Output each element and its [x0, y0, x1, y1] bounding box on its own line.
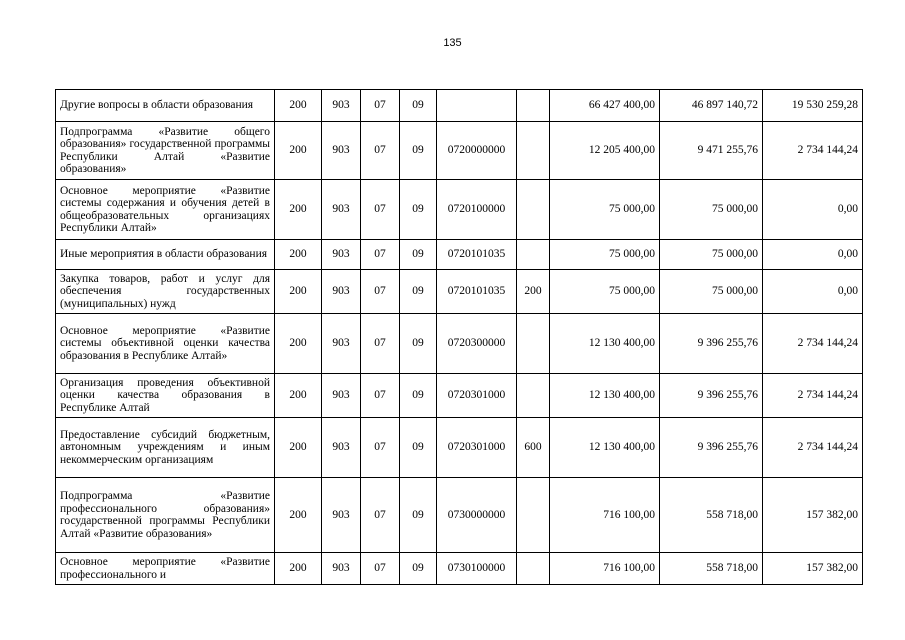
grbs-code-cell: 200: [275, 122, 322, 180]
remaining-amount-cell: 2 734 144,24: [763, 122, 863, 180]
subsection-code-cell: 09: [400, 478, 437, 553]
planned-amount-cell: 12 130 400,00: [550, 418, 660, 478]
table-row: [56, 240, 863, 270]
department-code-cell: 903: [322, 90, 361, 122]
executed-amount-cell: 75 000,00: [660, 270, 763, 314]
department-code-cell: 903: [322, 478, 361, 553]
remaining-amount-cell: 2 734 144,24: [763, 314, 863, 374]
executed-amount-cell: 9 396 255,76: [660, 418, 763, 478]
table-row: [56, 374, 863, 418]
planned-amount-cell: 12 130 400,00: [550, 314, 660, 374]
remaining-amount-cell: 157 382,00: [763, 553, 863, 585]
row-name-cell: Основное мероприятие «Развитие профессионального и: [56, 553, 275, 585]
row-name-cell: Подпрограмма «Развитие общего образования» государственной программы Республики Алтай «Развитие образования»: [56, 122, 275, 180]
remaining-amount-cell: 19 530 259,28: [763, 90, 863, 122]
executed-amount-cell: 75 000,00: [660, 240, 763, 270]
table-row: [56, 553, 863, 585]
remaining-amount-cell: 0,00: [763, 270, 863, 314]
subsection-code-cell: 09: [400, 418, 437, 478]
subsection-code-cell: 09: [400, 270, 437, 314]
remaining-amount-cell: 0,00: [763, 180, 863, 240]
expense-type-code-cell: [517, 314, 550, 374]
target-article-code-cell: 0720301000: [437, 374, 517, 418]
table-row: [56, 90, 863, 122]
remaining-amount-cell: 2 734 144,24: [763, 374, 863, 418]
department-code-cell: 903: [322, 553, 361, 585]
table-row: [56, 418, 863, 478]
section-code-cell: 07: [361, 553, 400, 585]
section-code-cell: 07: [361, 240, 400, 270]
row-name-cell: Предоставление субсидий бюджетным, автономным учреждениям и иным некоммерческим организациям: [56, 418, 275, 478]
expense-type-code-cell: [517, 180, 550, 240]
executed-amount-cell: 46 897 140,72: [660, 90, 763, 122]
section-code-cell: 07: [361, 314, 400, 374]
grbs-code-cell: 200: [275, 553, 322, 585]
row-name-cell: Подпрограмма «Развитие профессионального образования» государственной программы Республики Алтай «Развитие образования»: [56, 478, 275, 553]
planned-amount-cell: 75 000,00: [550, 180, 660, 240]
planned-amount-cell: 75 000,00: [550, 270, 660, 314]
executed-amount-cell: 75 000,00: [660, 180, 763, 240]
row-name-cell: Основное мероприятие «Развитие системы объективной оценки качества образования в Республике Алтай»: [56, 314, 275, 374]
planned-amount-cell: 75 000,00: [550, 240, 660, 270]
subsection-code-cell: 09: [400, 122, 437, 180]
table-row: [56, 270, 863, 314]
target-article-code-cell: 0720300000: [437, 314, 517, 374]
remaining-amount-cell: 2 734 144,24: [763, 418, 863, 478]
section-code-cell: 07: [361, 180, 400, 240]
page-number: 135: [443, 37, 462, 49]
expense-type-code-cell: [517, 90, 550, 122]
expense-type-code-cell: [517, 240, 550, 270]
target-article-code-cell: 0720101035: [437, 240, 517, 270]
planned-amount-cell: 716 100,00: [550, 478, 660, 553]
expense-type-code-cell: 200: [517, 270, 550, 314]
department-code-cell: 903: [322, 122, 361, 180]
remaining-amount-cell: 157 382,00: [763, 478, 863, 553]
executed-amount-cell: 558 718,00: [660, 478, 763, 553]
row-name-cell: Организация проведения объективной оценки качества образования в Республике Алтай: [56, 374, 275, 418]
subsection-code-cell: 09: [400, 90, 437, 122]
target-article-code-cell: 0730100000: [437, 553, 517, 585]
table-body: [56, 90, 863, 585]
grbs-code-cell: 200: [275, 180, 322, 240]
table-row: [56, 478, 863, 553]
grbs-code-cell: 200: [275, 418, 322, 478]
target-article-code-cell: 0720000000: [437, 122, 517, 180]
executed-amount-cell: 9 396 255,76: [660, 374, 763, 418]
expense-type-code-cell: [517, 374, 550, 418]
subsection-code-cell: 09: [400, 374, 437, 418]
section-code-cell: 07: [361, 418, 400, 478]
grbs-code-cell: 200: [275, 374, 322, 418]
grbs-code-cell: 200: [275, 240, 322, 270]
grbs-code-cell: 200: [275, 478, 322, 553]
executed-amount-cell: 9 471 255,76: [660, 122, 763, 180]
subsection-code-cell: 09: [400, 314, 437, 374]
target-article-code-cell: [437, 90, 517, 122]
section-code-cell: 07: [361, 270, 400, 314]
planned-amount-cell: 66 427 400,00: [550, 90, 660, 122]
target-article-code-cell: 0720100000: [437, 180, 517, 240]
subsection-code-cell: 09: [400, 240, 437, 270]
budget-table: [55, 89, 863, 585]
expense-type-code-cell: [517, 122, 550, 180]
expense-type-code-cell: 600: [517, 418, 550, 478]
planned-amount-cell: 12 205 400,00: [550, 122, 660, 180]
subsection-code-cell: 09: [400, 180, 437, 240]
row-name-cell: Основное мероприятие «Развитие системы содержания и обучения детей в общеобразовательных организациях Республики Алтай»: [56, 180, 275, 240]
department-code-cell: 903: [322, 270, 361, 314]
grbs-code-cell: 200: [275, 90, 322, 122]
target-article-code-cell: 0720101035: [437, 270, 517, 314]
section-code-cell: 07: [361, 478, 400, 553]
department-code-cell: 903: [322, 418, 361, 478]
planned-amount-cell: 12 130 400,00: [550, 374, 660, 418]
grbs-code-cell: 200: [275, 314, 322, 374]
expense-type-code-cell: [517, 478, 550, 553]
executed-amount-cell: 558 718,00: [660, 553, 763, 585]
table-row: [56, 180, 863, 240]
row-name-cell: Другие вопросы в области образования: [56, 90, 275, 122]
remaining-amount-cell: 0,00: [763, 240, 863, 270]
section-code-cell: 07: [361, 122, 400, 180]
table-row: [56, 122, 863, 180]
subsection-code-cell: 09: [400, 553, 437, 585]
department-code-cell: 903: [322, 180, 361, 240]
row-name-cell: Закупка товаров, работ и услуг для обеспечения государственных (муниципальных) нужд: [56, 270, 275, 314]
department-code-cell: 903: [322, 374, 361, 418]
planned-amount-cell: 716 100,00: [550, 553, 660, 585]
expense-type-code-cell: [517, 553, 550, 585]
department-code-cell: 903: [322, 240, 361, 270]
grbs-code-cell: 200: [275, 270, 322, 314]
target-article-code-cell: 0730000000: [437, 478, 517, 553]
executed-amount-cell: 9 396 255,76: [660, 314, 763, 374]
department-code-cell: 903: [322, 314, 361, 374]
row-name-cell: Иные мероприятия в области образования: [56, 240, 275, 270]
table-row: [56, 314, 863, 374]
target-article-code-cell: 0720301000: [437, 418, 517, 478]
section-code-cell: 07: [361, 90, 400, 122]
section-code-cell: 07: [361, 374, 400, 418]
